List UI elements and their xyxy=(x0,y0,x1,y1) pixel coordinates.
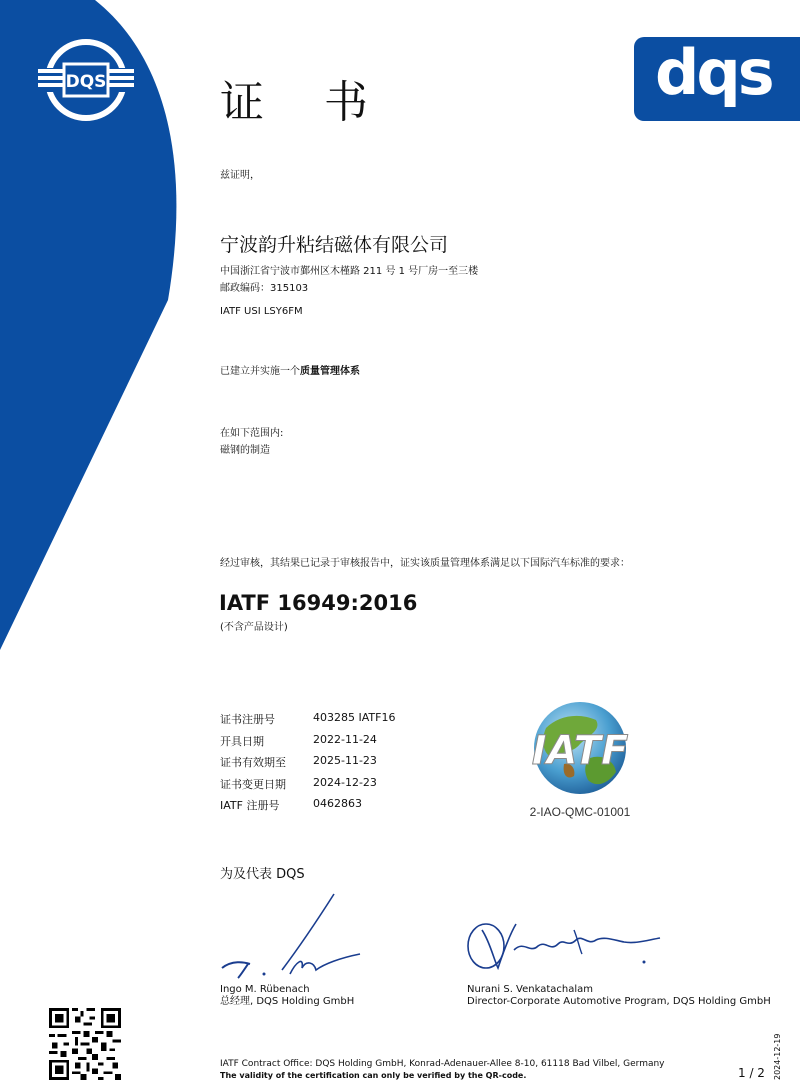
system-statement xyxy=(220,364,360,379)
footer-office: IATF Contract Office: DQS Holding GmbH, Konrad-Adenauer-Allee 8-10, 61118 Bad Vilbel, Germany xyxy=(220,1059,665,1069)
company-address: 中国浙江省宁波市鄞州区木槿路 211 号 1 号厂房一至三楼 xyxy=(220,266,479,277)
standard-name: IATF 16949:2016 xyxy=(219,591,418,615)
detail-value-issue-date: 2022-11-24 xyxy=(313,733,377,746)
detail-value-valid-until: 2025-11-23 xyxy=(313,754,377,767)
signatory-2-title: Director-Corporate Automotive Program, DQS Holding GmbH xyxy=(467,996,771,1007)
scope-value: 磁钢的制造 xyxy=(220,445,270,456)
on-behalf xyxy=(220,863,305,882)
on-behalf-text: 为及代表 DQS xyxy=(220,867,305,882)
dqs-seal-logo xyxy=(36,38,136,122)
detail-value-change-date: 2024-12-23 xyxy=(313,776,377,789)
signatory-1-name: Ingo M. Rübenach xyxy=(220,984,310,995)
iatf-globe-logo xyxy=(518,698,648,823)
verification-qr-code[interactable] xyxy=(49,1008,121,1080)
page-number: 1 / 2 xyxy=(738,1066,765,1080)
postal-code: 邮政编码：315103 xyxy=(220,283,309,294)
dqs-logo-text: dqs xyxy=(655,36,772,109)
footer-validity: The validity of the certification can only be verified by the QR-code. xyxy=(220,1071,527,1080)
vertical-date: 2024-12-19 xyxy=(773,1033,782,1080)
signature-venkatachalam xyxy=(464,910,664,980)
detail-label-valid-until: 证书有效期至 xyxy=(220,756,286,769)
standard-note: (不含产品设计) xyxy=(220,622,288,633)
scope-label: 在如下范围内: xyxy=(220,428,284,439)
system-name: 质量管理体系 xyxy=(300,366,360,377)
intro-text: 兹证明， xyxy=(220,170,260,181)
signatory-2 xyxy=(467,984,771,1008)
title-char-1: 证 xyxy=(220,77,264,128)
detail-label-issue-date: 开具日期 xyxy=(220,735,264,748)
detail-label-change-date: 证书变更日期 xyxy=(220,778,286,791)
title-char-2: 书 xyxy=(324,77,368,128)
detail-value-iatf-no: 0462863 xyxy=(313,797,362,810)
detail-label-cert-no: 证书注册号 xyxy=(220,713,275,726)
seal-text: DQS xyxy=(65,72,107,92)
certificate-title xyxy=(220,66,368,130)
signatory-1 xyxy=(220,984,354,1008)
system-prefix: 已建立并实施一个 xyxy=(220,366,300,377)
iatf-usi: IATF USI LSY6FM xyxy=(220,306,303,317)
iatf-logo-code: 2-IAO-QMC-01001 xyxy=(529,805,631,819)
detail-value-cert-no: 403285 IATF16 xyxy=(313,711,396,724)
detail-label-iatf-no: IATF 注册号 xyxy=(220,799,280,812)
audit-statement: 经过审核，其结果已记录于审核报告中，证实该质量管理体系满足以下国际汽车标准的要求： xyxy=(220,558,630,569)
signature-rubenach xyxy=(220,890,370,980)
iatf-logo-text: IATF xyxy=(531,728,629,774)
signatory-1-title: 总经理, DQS Holding GmbH xyxy=(220,996,355,1007)
company-name: 宁波韵升粘结磁体有限公司 xyxy=(220,234,449,256)
signatory-2-name: Nurani S. Venkatachalam xyxy=(467,984,594,995)
